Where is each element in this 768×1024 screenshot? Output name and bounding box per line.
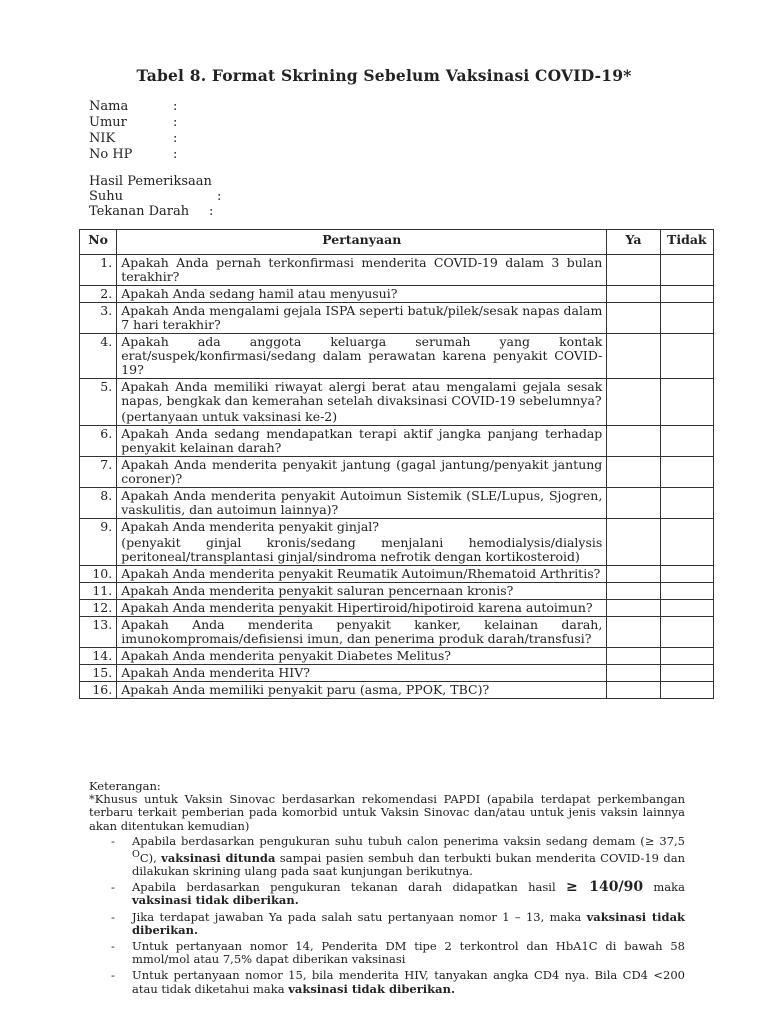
row-number: 8. — [80, 488, 117, 519]
answer-no-cell[interactable] — [660, 286, 713, 303]
note-text: Untuk pertanyaan nomor 15, bila menderita HIV, tanyakan angka CD4 nya. Bila CD4 <200 atau tidak diketahui maka — [132, 968, 685, 996]
note-text: maka — [643, 880, 685, 895]
table-row — [80, 583, 714, 600]
table-row — [80, 286, 714, 303]
row-number: 10. — [80, 566, 117, 583]
row-number: 13. — [80, 617, 117, 648]
answer-yes-cell[interactable] — [607, 682, 660, 699]
note-text: Apabila berdasarkan pengukuran suhu tubuh calon penerima vaksin sedang demam (≥ 37,5 — [132, 833, 685, 848]
identity-row-nama — [89, 99, 177, 115]
note-text: C), — [139, 850, 162, 865]
screening-table — [79, 229, 714, 699]
answer-no-cell[interactable] — [660, 583, 713, 600]
answer-no-cell[interactable] — [660, 488, 713, 519]
note-text: sampai pasien sembuh dan terbukti bukan menderita COVID-19 dan dilakukan skrining ulang pada saat kunjungan berikutnya. — [132, 850, 685, 879]
row-question — [117, 457, 607, 488]
note-item-temperature — [89, 835, 685, 878]
answer-no-cell[interactable] — [660, 600, 713, 617]
note-threshold: ≥ 140/90 — [565, 879, 644, 896]
note-emphasis: vaksinasi ditunda — [161, 850, 276, 865]
row-question — [117, 303, 607, 334]
identity-block — [89, 99, 177, 163]
notes-intro: *Khusus untuk Vaksin Sinovac berdasarkan rekomendasi PAPDI (apabila terdapat perkembangan terbaru terkait pemberian pada komorbid untuk Vaksin Sinovac dan/atau untuk jenis vaksin lainnya akan ditentukan kemudian) — [89, 792, 685, 833]
answer-yes-cell[interactable] — [607, 286, 660, 303]
question-text: Apakah Anda menderita HIV? — [121, 665, 310, 680]
table-row — [80, 379, 714, 426]
answer-yes-cell[interactable] — [607, 457, 660, 488]
note-text: Untuk pertanyaan nomor 14, Penderita DM tipe 2 terkontrol dan HbA1C di bawah 58 mmol/mol atau 7,5% dapat diberikan vaksinasi — [132, 939, 685, 967]
identity-row-nik — [89, 131, 177, 147]
row-number: 9. — [80, 519, 117, 566]
answer-yes-cell[interactable] — [607, 303, 660, 334]
question-text: Apakah ada anggota keluarga serumah yang kontak erat/suspek/konfirmasi/sedang dalam perawatan karena penyakit COVID-19? — [121, 334, 603, 377]
answer-yes-cell[interactable] — [607, 566, 660, 583]
answer-no-cell[interactable] — [660, 519, 713, 566]
exam-block — [89, 174, 221, 219]
header-no: No — [80, 230, 117, 255]
table-row — [80, 648, 714, 665]
row-number: 12. — [80, 600, 117, 617]
row-number: 11. — [80, 583, 117, 600]
question-text: Apakah Anda menderita penyakit Reumatik Autoimun/Rhematoid Arthritis? — [121, 566, 601, 581]
row-question — [117, 583, 607, 600]
note-emphasis: vaksinasi tidak diberikan. — [132, 893, 299, 908]
note-degree: O — [132, 849, 140, 861]
table-row — [80, 488, 714, 519]
table-row — [80, 682, 714, 699]
identity-row-umur — [89, 115, 177, 131]
identity-colon: : — [173, 147, 178, 162]
question-text: Apakah Anda pernah terkonfirmasi menderita COVID-19 dalam 3 bulan terakhir? — [121, 255, 603, 284]
answer-no-cell[interactable] — [660, 457, 713, 488]
row-number: 3. — [80, 303, 117, 334]
identity-label: No HP — [89, 147, 133, 162]
exam-colon: : — [209, 204, 214, 219]
row-number: 15. — [80, 665, 117, 682]
row-question — [117, 426, 607, 457]
answer-yes-cell[interactable] — [607, 600, 660, 617]
note-item-hiv — [89, 969, 685, 995]
answer-no-cell[interactable] — [660, 665, 713, 682]
row-question — [117, 617, 607, 648]
row-question — [117, 286, 607, 303]
exam-colon: : — [217, 189, 222, 204]
row-number: 16. — [80, 682, 117, 699]
table-row — [80, 334, 714, 379]
table-row — [80, 665, 714, 682]
question-text: Apakah Anda menderita penyakit Diabetes Melitus? — [121, 648, 451, 663]
question-text: Apakah Anda menderita penyakit jantung (gagal jantung/penyakit jantung coroner)? — [121, 457, 603, 486]
answer-yes-cell[interactable] — [607, 379, 660, 426]
question-text: Apakah Anda menderita penyakit ginjal? — [121, 519, 380, 534]
row-question — [117, 665, 607, 682]
answer-no-cell[interactable] — [660, 617, 713, 648]
answer-no-cell[interactable] — [660, 566, 713, 583]
table-body — [80, 255, 714, 699]
note-item-blood-pressure — [89, 881, 685, 907]
table-row — [80, 255, 714, 286]
row-question — [117, 379, 607, 426]
page-title: Tabel 8. Format Skrining Sebelum Vaksinasi COVID-19* — [136, 66, 632, 85]
question-text: Apakah Anda memiliki penyakit paru (asma, PPOK, TBC)? — [121, 682, 490, 697]
exam-row-suhu — [89, 189, 221, 204]
answer-no-cell[interactable] — [660, 334, 713, 379]
row-number: 2. — [80, 286, 117, 303]
table-row — [80, 426, 714, 457]
header-no-answer: Tidak — [660, 230, 713, 255]
answer-yes-cell[interactable] — [607, 519, 660, 566]
identity-label: NIK — [89, 131, 116, 146]
answer-no-cell[interactable] — [660, 648, 713, 665]
row-number: 6. — [80, 426, 117, 457]
answer-yes-cell[interactable] — [607, 488, 660, 519]
answer-yes-cell[interactable] — [607, 583, 660, 600]
identity-label: Nama — [89, 99, 129, 114]
row-number: 4. — [80, 334, 117, 379]
table-row — [80, 519, 714, 566]
answer-yes-cell[interactable] — [607, 648, 660, 665]
row-number: 5. — [80, 379, 117, 426]
table-row — [80, 457, 714, 488]
identity-label: Umur — [89, 115, 127, 130]
notes-list — [89, 835, 685, 996]
identity-row-nohp — [89, 147, 177, 163]
identity-colon: : — [173, 99, 178, 114]
question-text: Apakah Anda menderita penyakit Hipertiroid/hipotiroid karena autoimun? — [121, 600, 593, 615]
identity-colon: : — [173, 115, 178, 130]
note-emphasis: vaksinasi tidak diberikan. — [288, 981, 455, 996]
question-text: Apakah Anda sedang hamil atau menyusui? — [121, 286, 398, 301]
row-number: 7. — [80, 457, 117, 488]
row-number: 14. — [80, 648, 117, 665]
row-question — [117, 600, 607, 617]
identity-colon: : — [173, 131, 178, 146]
answer-no-cell[interactable] — [660, 303, 713, 334]
question-text: Apakah Anda mengalami gejala ISPA seperti batuk/pilek/sesak napas dalam 7 hari terakhir? — [121, 303, 603, 332]
question-text: Apakah Anda menderita penyakit Autoimun Sistemik (SLE/Lupus, Sjogren, vaskulitis, dan autoimun lainnya)? — [121, 488, 603, 517]
exam-label: Tekanan Darah — [89, 204, 190, 219]
table-row — [80, 617, 714, 648]
question-text: Apakah Anda memiliki riwayat alergi berat atau mengalami gejala sesak napas, bengkak dan kemerahan setelah divaksinasi COVID-19 sebelumnya? — [121, 379, 603, 408]
note-text: Jika terdapat jawaban Ya pada salah satu pertanyaan nomor 1 – 13, maka — [132, 909, 587, 924]
question-note: (pertanyaan untuk vaksinasi ke-2) — [121, 409, 338, 424]
question-text: Apakah Anda menderita penyakit kanker, kelainan darah, imunokompromais/defisiensi imun, dan penerima produk darah/transfusi? — [121, 617, 603, 646]
row-question — [117, 334, 607, 379]
table-row — [80, 566, 714, 583]
header-question: Pertanyaan — [117, 230, 607, 255]
note-emphasis: vaksinasi tidak diberikan. — [132, 909, 685, 937]
row-question — [117, 682, 607, 699]
answer-no-cell[interactable] — [660, 682, 713, 699]
table-header-row — [80, 230, 714, 255]
answer-yes-cell[interactable] — [607, 334, 660, 379]
row-number: 1. — [80, 255, 117, 286]
question-text: Apakah Anda sedang mendapatkan terapi aktif jangka panjang terhadap penyakit kelainan darah? — [121, 426, 603, 455]
answer-yes-cell[interactable] — [607, 426, 660, 457]
table-row — [80, 303, 714, 334]
row-question — [117, 566, 607, 583]
answer-no-cell[interactable] — [660, 379, 713, 426]
question-note: (penyakit ginjal kronis/sedang menjalani hemodialysis/dialysis peritoneal/transplantasi ginjal/sindroma nefrotik dengan kortikosteroid) — [121, 535, 603, 564]
table-row — [80, 600, 714, 617]
answer-yes-cell[interactable] — [607, 665, 660, 682]
row-question — [117, 255, 607, 286]
exam-row-tekanan-darah — [89, 204, 221, 219]
exam-heading: Hasil Pemeriksaan — [89, 174, 212, 189]
notes-block — [89, 780, 685, 999]
answer-yes-cell[interactable] — [607, 255, 660, 286]
row-question — [117, 519, 607, 566]
row-question — [117, 648, 607, 665]
note-item-diabetes — [89, 940, 685, 966]
question-text: Apakah Anda menderita penyakit saluran pencernaan kronis? — [121, 583, 514, 598]
header-yes: Ya — [607, 230, 660, 255]
answer-no-cell[interactable] — [660, 426, 713, 457]
notes-heading: Keterangan: — [89, 779, 161, 793]
note-item-yes-answer — [89, 911, 685, 937]
answer-yes-cell[interactable] — [607, 617, 660, 648]
row-question — [117, 488, 607, 519]
exam-label: Suhu — [89, 189, 124, 204]
answer-no-cell[interactable] — [660, 255, 713, 286]
note-text: Apabila berdasarkan pengukuran tekanan darah didapatkan hasil — [132, 880, 566, 895]
